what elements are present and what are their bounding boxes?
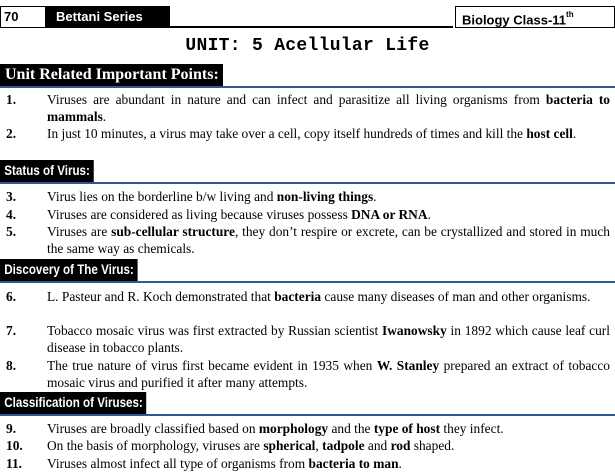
item-text (47, 223, 610, 257)
section-heading: Status of Virus: (0, 160, 93, 182)
item-text-run: On the basis of morphology, viruses are (47, 438, 264, 453)
section-rule (0, 182, 615, 184)
item-number: 11. (6, 456, 22, 471)
item-number: 2. (6, 126, 17, 141)
item-text-run: The true nature of virus first became evident in 1935 when (47, 358, 377, 373)
item-text-bold: W. Stanley (376, 358, 440, 373)
item-text-run: and (364, 438, 391, 453)
item-text-run: cause many diseases of man and other organisms. (321, 289, 591, 304)
item-text-run: . (398, 456, 402, 471)
item-text (47, 288, 610, 305)
item-text (47, 125, 610, 142)
item-text-run: . (427, 207, 431, 222)
section-status (0, 160, 615, 182)
item-text-bold: morphology (258, 421, 329, 436)
item-text-bold: non-living things (276, 189, 374, 204)
item-text-run: In just 10 minutes, a virus may take over a cell, copy itself hundreds of times and kill the (47, 126, 527, 141)
item-text-bold: Iwanowsky (382, 323, 447, 338)
item-text-run: . (102, 109, 107, 124)
item-number: 10. (6, 438, 23, 453)
section-rule (0, 281, 615, 283)
item-text-run: prepared an extract of tobacco mosaic virus and purified it after many attempts. (47, 358, 610, 390)
item-text-run: Viruses are considered as living because viruses possess (47, 207, 352, 222)
section-important-points (0, 64, 615, 86)
item-text-run: . (373, 189, 377, 204)
item-text-bold: host cell (526, 126, 573, 141)
section-classification (0, 392, 615, 414)
item-text-run: , (315, 438, 323, 453)
unit-title: UNIT: 5 Acellular Life (185, 36, 430, 56)
item-text-bold: bacteria to man (308, 456, 399, 471)
item-text-run: , they don’t respire or excrete, can be crystallized and stored in much the same way as chemicals. (47, 224, 610, 256)
item-text-run: Viruses are broadly classified based on (47, 421, 259, 436)
item-number: 1. (6, 92, 17, 107)
item-text-run: and the (328, 421, 374, 436)
item-text (47, 206, 610, 223)
item-text-run: L. Pasteur and R. Koch demonstrated that (47, 289, 275, 304)
section-discovery (0, 259, 615, 281)
item-text-bold: type of host (373, 421, 441, 436)
item-number: 5. (6, 224, 17, 239)
item-text-run: Viruses are (47, 224, 112, 239)
item-text-run: Tobacco mosaic virus was first extracted by Russian scientist (47, 323, 383, 338)
subject-text: Biology Class-11 (462, 12, 567, 28)
header-rule (170, 26, 453, 28)
subject-label (455, 6, 615, 28)
item-number: 7. (6, 323, 17, 338)
item-number: 9. (6, 421, 17, 436)
item-text (47, 437, 610, 454)
item-text-bold: spherical (263, 438, 316, 453)
page-number: 70 (0, 6, 46, 28)
item-text (47, 455, 610, 472)
section-heading: Discovery of The Virus: (0, 259, 137, 281)
item-number: 8. (6, 358, 17, 373)
subject-superscript: th (566, 10, 574, 19)
section-rule (0, 414, 615, 416)
item-text-bold: bacteria (274, 289, 322, 304)
item-number: 6. (6, 289, 17, 304)
item-text-run: in 1892 which cause leaf curl disease in tobacco plants. (47, 323, 610, 355)
item-text-bold: bacteria to mammals (47, 92, 610, 124)
item-text-run: they infect. (440, 421, 504, 436)
page-header (0, 2, 615, 28)
item-text (47, 91, 610, 125)
item-text-run: Virus lies on the borderline b/w living and (47, 189, 277, 204)
item-text-bold: tadpole (322, 438, 365, 453)
item-text-run: Viruses are abundant in nature and can infect and parasitize all living organisms from (47, 92, 546, 107)
item-number: 3. (6, 189, 17, 204)
item-text-bold: DNA or RNA (351, 207, 428, 222)
section-rule (0, 86, 615, 88)
series-name: Bettani Series (46, 6, 170, 28)
item-text-run: Viruses almost infect all type of organisms from (47, 456, 309, 471)
item-text (47, 322, 610, 356)
item-number: 4. (6, 207, 17, 222)
section-heading: Unit Related Important Points: (0, 64, 223, 86)
item-text (47, 188, 610, 205)
item-text (47, 357, 610, 391)
item-text (47, 420, 610, 437)
item-text-run: shaped. (410, 438, 455, 453)
item-text-bold: sub-cellular structure (111, 224, 235, 239)
section-heading: Classification of Viruses: (0, 392, 146, 414)
item-text-bold: rod (390, 438, 411, 453)
item-text-run: . (572, 126, 577, 141)
